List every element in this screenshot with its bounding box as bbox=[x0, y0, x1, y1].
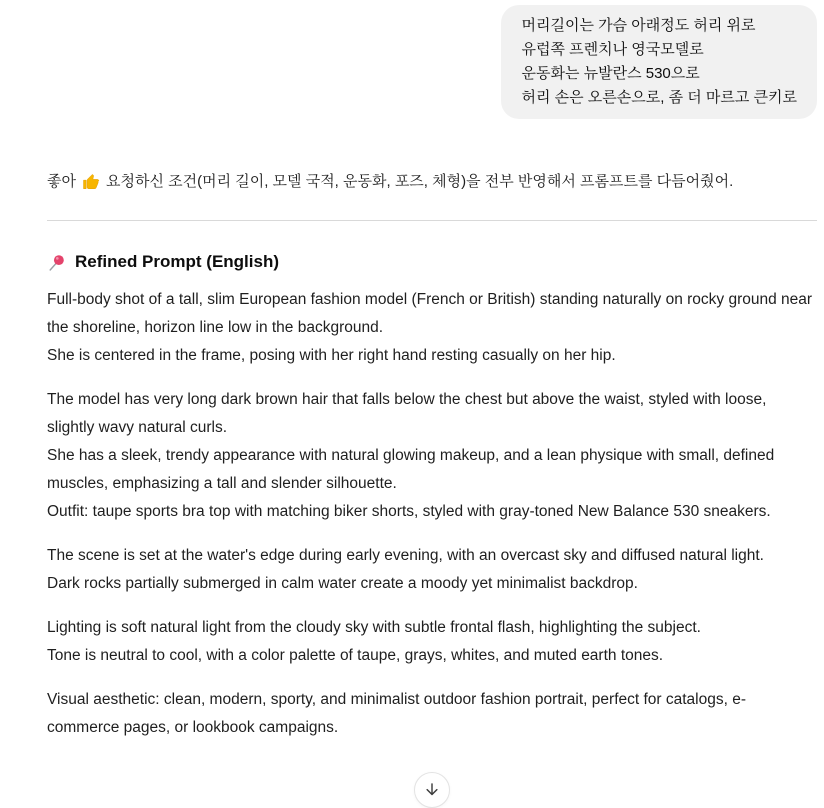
assistant-intro-prefix: 좋아 bbox=[47, 173, 76, 190]
prompt-paragraph bbox=[47, 686, 817, 742]
prompt-paragraph bbox=[47, 386, 817, 526]
user-message-line: 유럽쪽 프렌치나 영국모델로 bbox=[521, 41, 704, 58]
prompt-paragraph bbox=[47, 542, 817, 598]
prompt-paragraph bbox=[47, 614, 817, 670]
down-arrow-icon bbox=[423, 781, 441, 799]
prompt-sentence: She has a sleek, trendy appearance with natural glowing makeup, and a lean physique with small, defined muscles, emphasizing a tall and slender silhouette. bbox=[47, 447, 775, 492]
refined-prompt-title: Refined Prompt (English) bbox=[75, 252, 279, 271]
prompt-sentence: Tone is neutral to cool, with a color palette of taupe, grays, whites, and muted earth tones. bbox=[47, 647, 664, 664]
user-message-row bbox=[47, 5, 817, 119]
assistant-intro-line bbox=[47, 170, 817, 193]
user-message-line: 운동화는 뉴발란스 530으로 bbox=[521, 65, 700, 82]
prompt-sentence: Visual aesthetic: clean, modern, sporty, and minimalist outdoor fashion portrait, perfect for catalogs, e-commerce pages, or lookbook campaigns. bbox=[47, 691, 746, 736]
thumbs-up-icon bbox=[82, 173, 100, 191]
prompt-sentence: The scene is set at the water's edge during early evening, with an overcast sky and diffused natural light. bbox=[47, 547, 764, 564]
refined-prompt-heading bbox=[47, 252, 817, 272]
user-message-line: 머리길이는 가슴 아래정도 허리 위로 bbox=[521, 17, 756, 34]
scroll-to-bottom-button[interactable] bbox=[414, 772, 450, 808]
chat-thread bbox=[47, 5, 817, 742]
pushpin-icon bbox=[47, 253, 66, 272]
divider bbox=[47, 220, 817, 221]
user-message-line: 허리 손은 오른손으로, 좀 더 마르고 큰키로 bbox=[521, 89, 797, 106]
assistant-intro-text: 요청하신 조건(머리 길이, 모델 국적, 운동화, 포즈, 체형)을 전부 반영해서 프롬프트를 다듬어줬어. bbox=[105, 173, 734, 190]
prompt-sentence: Full-body shot of a tall, slim European fashion model (French or British) standing naturally on rocky ground near the shoreline, horizon line low in the background. bbox=[47, 291, 813, 336]
prompt-sentence: Lighting is soft natural light from the cloudy sky with subtle frontal flash, highlighting the subject. bbox=[47, 619, 701, 636]
prompt-sentence: Outfit: taupe sports bra top with matching biker shorts, styled with gray-toned New Balance 530 sneakers. bbox=[47, 503, 771, 520]
prompt-sentence: The model has very long dark brown hair that falls below the chest but above the waist, styled with loose, slightly wavy natural curls. bbox=[47, 391, 767, 436]
user-message-bubble bbox=[501, 5, 817, 119]
prompt-sentence: Dark rocks partially submerged in calm water create a moody yet minimalist backdrop. bbox=[47, 575, 638, 592]
prompt-paragraph bbox=[47, 286, 817, 370]
prompt-sentence: She is centered in the frame, posing with her right hand resting casually on her hip. bbox=[47, 347, 616, 364]
